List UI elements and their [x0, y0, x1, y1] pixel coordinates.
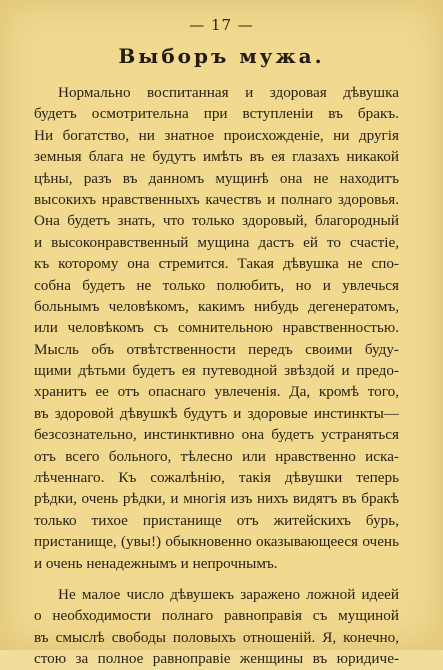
text-line: стою за полное равноправіе женщины въ юридиче- — [34, 650, 399, 668]
paragraph-1 — [34, 82, 399, 574]
text-line: земныя блага не будутъ имѣть въ ея глазахъ никакой — [34, 148, 399, 166]
paragraph-2 — [34, 584, 399, 670]
text-line: будетъ осмотрительна при вступленіи въ бракъ. — [34, 105, 399, 123]
text-line: только тихое пристанище отъ житейскихъ бурь, — [34, 511, 399, 529]
text-line: Ни богатство, ни знатное происхожденіе, ни другія — [34, 126, 399, 144]
text-line: и очень ненадежнымъ и непрочнымъ. — [34, 554, 278, 572]
body-text — [34, 82, 399, 670]
text-line: или человѣкомъ съ сомнительною нравственностью. — [34, 319, 399, 337]
text-line: и высоконравственный мущина дастъ ей то счастіе, — [34, 233, 399, 251]
text-line: въ здоровой дѣвушкѣ будутъ и здоровые инстинкты— — [34, 404, 399, 422]
text-line: о необходимости полнаго равноправія съ мущиной — [34, 607, 399, 625]
text-line: пристанище, (увы!) обыкновенно оказывающееся очень — [34, 533, 399, 551]
text-line: хранитъ ее отъ опаснаго увлеченія. Да, кромѣ того, — [34, 383, 399, 401]
text-line: щими дѣтьми будетъ ея путеводной звѣздой и предо- — [34, 362, 399, 380]
text-line: лѣченнаго. Къ сожалѣнію, такія дѣвушки теперь — [34, 469, 399, 487]
text-line: въ смыслѣ свободы половыхъ отношеній. Я, конечно, — [34, 628, 399, 646]
text-line: Нормально воспитанная и здоровая дѣвушка — [58, 84, 399, 101]
text-line: Она будетъ знать, что только здоровый, благородный — [34, 212, 399, 230]
text-line: цѣны, разъ въ данномъ мущинѣ она не находитъ — [34, 169, 399, 187]
text-line: Не малое число дѣвушекъ заражено ложной идеей — [58, 585, 399, 603]
text-line: къ которому она стремится. Такая дѣвушка не спо- — [34, 255, 399, 273]
page-number: — 17 — — [189, 16, 254, 34]
page-title: Выборъ мужа. — [118, 44, 325, 68]
text-line: безсознательно, инстинктивно она будетъ устраняться — [34, 426, 399, 444]
text-line: рѣдки, очень рѣдки, и многія изъ нихъ видятъ въ бракѣ — [34, 490, 399, 508]
text-line: больнымъ человѣкомъ, какимъ нибудь дегенератомъ, — [34, 297, 399, 315]
text-line: высокихъ нравственныхъ качествъ и полнаго здоровья. — [34, 190, 399, 208]
text-line: Мысль объ отвѣтственности передъ своими буду- — [34, 340, 399, 358]
text-line: собна будетъ не только полюбить, но и увлечься — [34, 276, 399, 294]
text-line: отъ всего больного, тѣлесно или нравственно иска- — [34, 447, 399, 465]
